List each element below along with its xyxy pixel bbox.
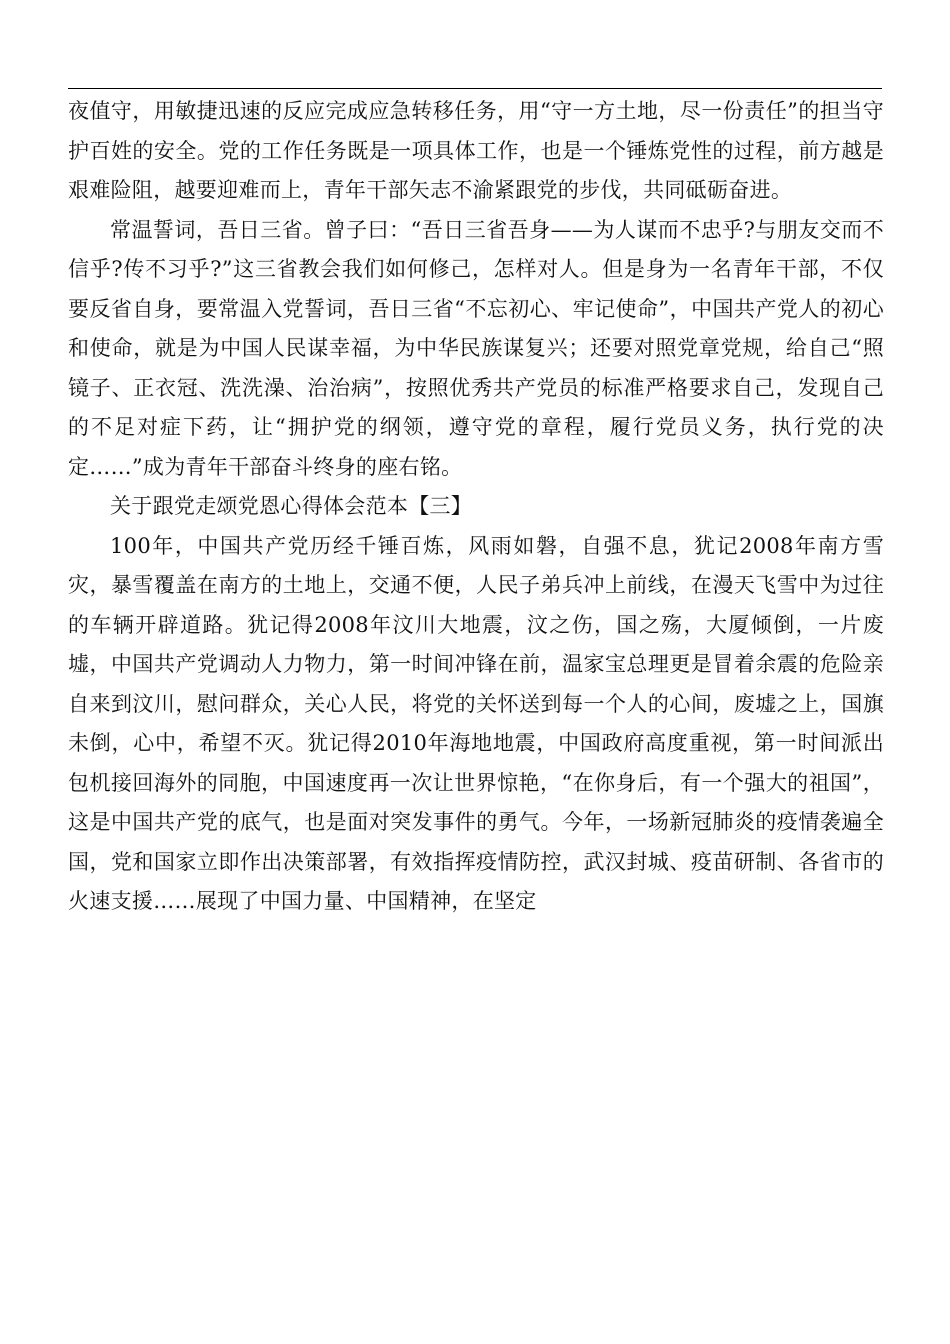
paragraph-continued: 夜值守，用敏捷迅速的反应完成应急转移任务，用“守一方土地，尽一份责任”的担当守护百姓的安全。党的工作任务既是一项具体工作，也是一个锤炼党性的过程，前方越是艰难险阻，越要迎难而上，青年干部矢志不渝紧跟党的步伐，共同砥砺奋进。 bbox=[68, 99, 884, 202]
header-rule bbox=[68, 88, 882, 89]
paragraph-centenary: 100年，中国共产党历经千锤百炼，风雨如磐，自强不息，犹记2008年南方雪灾，暴雪覆盖在南方的土地上，交通不便，人民子弟兵冲上前线，在漫天飞雪中为过往的车辆开辟道路。犹记得2008年汶川大地震，汶之伤，国之殇，大厦倾倒，一片废墟，中国共产党调动人力物力，第一时间冲锋在前，温家宝总理更是冒着余震的危险亲自来到汶川，慰问群众，关心人民，将党的关怀送到每一个人的心间，废墟之上，国旗未倒，心中，希望不灭。犹记得2010年海地地震，中国政府高度重视，第一时间派出包机接回海外的同胞，中国速度再一次让世界惊艳，“在你身后，有一个强大的祖国”，这是中国共产党的底气，也是面对突发事件的勇气。今年，一场新冠肺炎的疫情袭遍全国，党和国家立即作出决策部署，有效指挥疫情防控，武汉封城、疫苗研制、各省市的火速支援……展现了中国力量、中国精神，在坚定 bbox=[68, 533, 884, 913]
paragraph-oath: 常温誓词，吾日三省。曾子曰：“吾日三省吾身——为人谋而不忠乎?与朋友交而不信乎?传不习乎?”这三省教会我们如何修己，怎样对人。但是身为一名青年干部，不仅要反省自身，要常温入党誓词，吾日三省“不忘初心、牢记使命”，中国共产党人的初心和使命，就是为中国人民谋幸福，为中华民族谋复兴；还要对照党章党规，给自己“照镜子、正衣冠、洗洗澡、治治病”，按照优秀共产党员的标准严格要求自己，发现自己的不足对症下药，让“拥护党的纲领，遵守党的章程，履行党员义务，执行党的决定……”成为青年干部奋斗终身的座右铭。 bbox=[68, 217, 884, 479]
section-heading: 关于跟党走颂党恩心得体会范本【三】 bbox=[110, 494, 473, 518]
document-page bbox=[68, 92, 884, 922]
